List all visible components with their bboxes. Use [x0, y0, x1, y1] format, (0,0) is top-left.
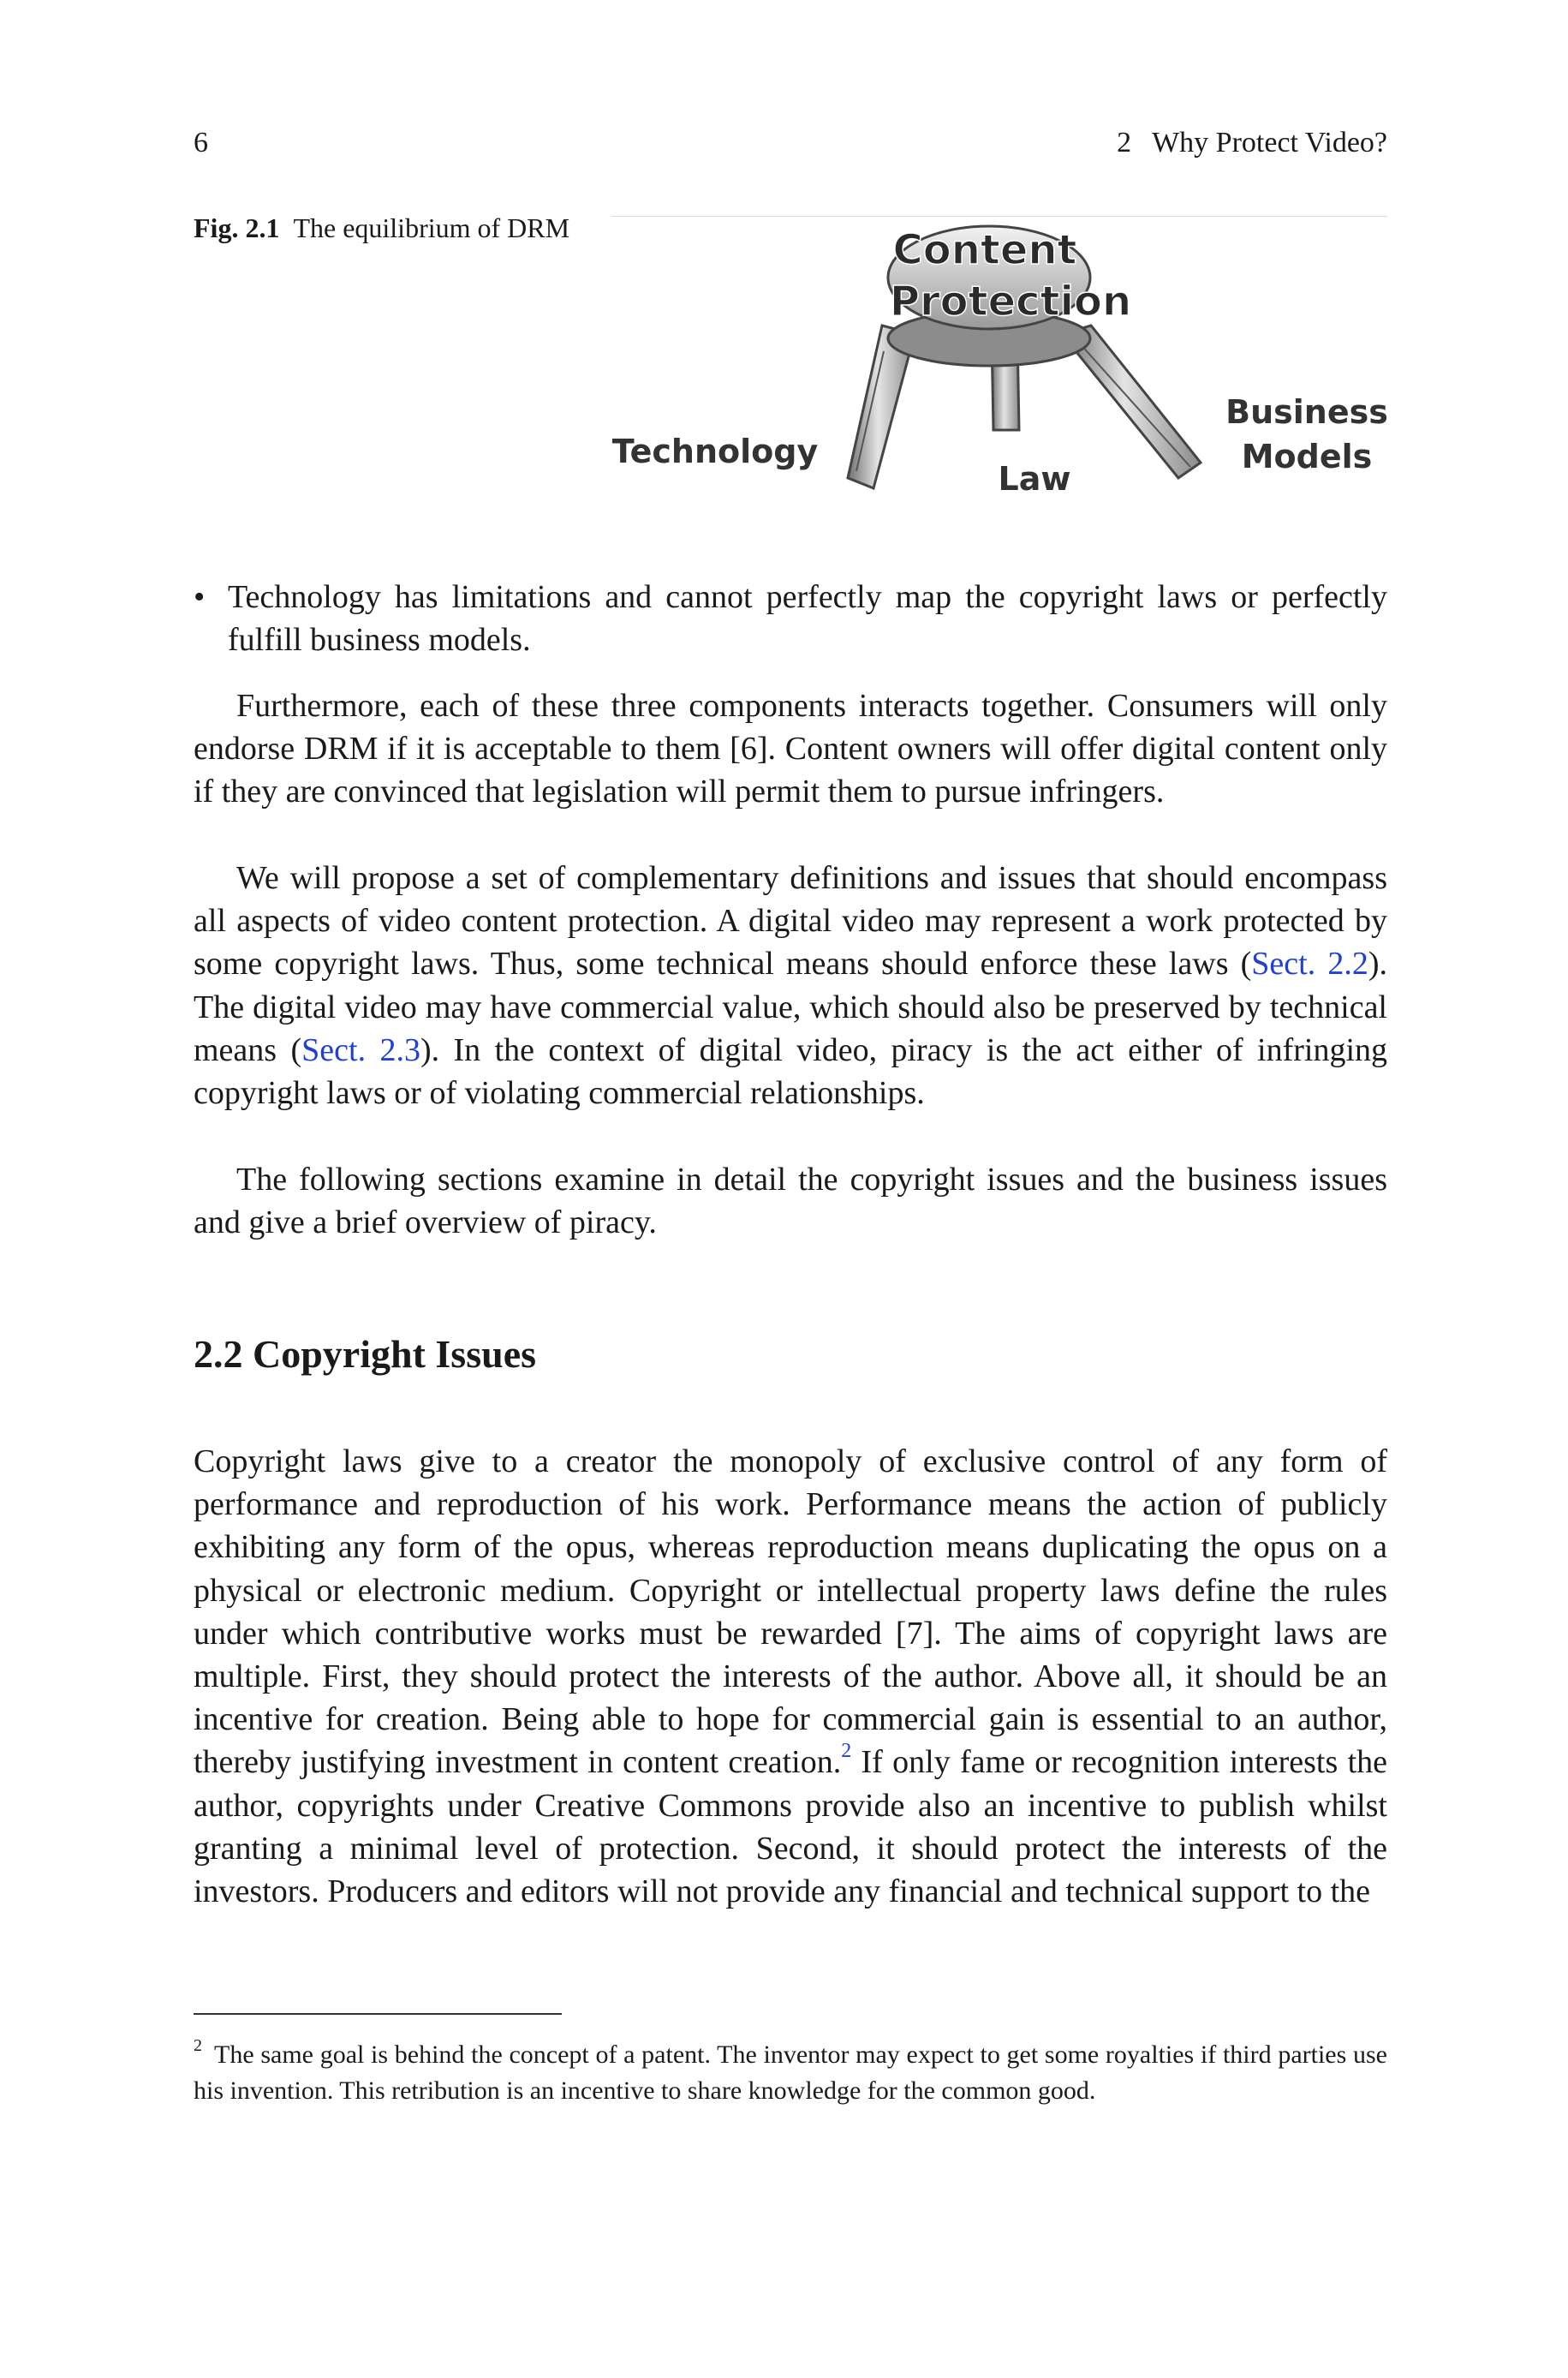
paragraph-copyright-part1: Copyright laws give to a creator the monopoly of exclusive control of any form of performance and reproduction of his work. Performance means the action of publicly exhibiting any form of the opus, whereas reproduction means duplicating the opus on a physical or electronic medium. Copyright or intellectual property laws define the rules under which contributive works must be rewarded [7]. The aims of copyright laws are multiple. First, they should protect the interests of the author. Above all, it should be an incentive for creation. Being able to hope for commercial gain is essential to an author, thereby justifying investment in content creation. — [194, 1443, 1387, 1781]
running-head — [1117, 127, 1387, 159]
drm-equilibrium-figure — [599, 206, 1396, 514]
label-content: Content — [892, 226, 1077, 274]
bullet-symbol: • — [194, 579, 206, 615]
footnote — [194, 2037, 1387, 2109]
chapter-number: 2 — [1117, 127, 1132, 158]
footnote-ref[interactable]: 2 — [841, 1740, 852, 1763]
footnote-rule — [194, 2013, 562, 2015]
label-law: Law — [998, 460, 1071, 498]
paragraph-copyright — [194, 1440, 1387, 1913]
bullet-item — [194, 576, 1387, 661]
figure-caption-text: The equilibrium of DRM — [293, 212, 570, 243]
paragraph-definitions — [194, 857, 1387, 1114]
paragraph-definitions-part1: We will propose a set of complementary definitions and issues that should encompass all aspects of video content protection. A digital video may represent a work protected by some copyright laws. Thus, some technical means should enforce these laws ( — [194, 860, 1387, 983]
label-technology: Technology — [611, 433, 819, 470]
footnote-number: 2 — [194, 2036, 202, 2055]
page-number: 6 — [194, 127, 208, 158]
figure-caption — [194, 209, 570, 247]
paragraph-overview: The following sections examine in detail the copyright issues and the business issues and give a brief overview of piracy. — [194, 1162, 1387, 1241]
footnote-text: The same goal is behind the concept of a patent. The inventor may expect to get some royalties if third parties use his invention. This retribution is an incentive to share knowledge for the common good. — [194, 2040, 1387, 2105]
paragraph-copyright-part2: If only fame or recognition interests the author, copyrights under Creative Commons provide also an incentive to publish whilst granting a minimal level of protection. Second, it should protect the interests of the investors. Producers and editors will not provide any financial and technical support to the — [194, 1744, 1387, 1910]
paragraph-definitions-part3: ). In the context of digital video, piracy is the act either of infringing copyright laws or of violating commercial relationships. — [194, 1031, 1387, 1112]
paragraph-components: Furthermore, each of these three components interacts together. Consumers will only endorse DRM if it is acceptable to them [6]. Content owners will offer digital content only if they are convinced that legislation will permit them to pursue infringers. — [194, 688, 1387, 810]
label-protection: Protection — [889, 278, 1132, 326]
label-business: Business — [1225, 393, 1388, 431]
chapter-title: Why Protect Video? — [1152, 127, 1387, 158]
section-heading: 2.2 Copyright Issues — [194, 1332, 537, 1376]
label-models: Models — [1241, 438, 1373, 475]
paragraph-definitions-part2: ). The digital video may have commercial value, which should also be preserved by technical means ( — [194, 946, 1387, 1068]
bullet-text: Technology has limitations and cannot perfectly map the copyright laws or perfectly fulfill business models. — [228, 579, 1387, 659]
figure-label: Fig. 2.1 — [194, 212, 280, 243]
sect-2-3-link[interactable]: Sect. 2.3 — [301, 1031, 420, 1068]
sect-2-2-link[interactable]: Sect. 2.2 — [1251, 946, 1368, 983]
